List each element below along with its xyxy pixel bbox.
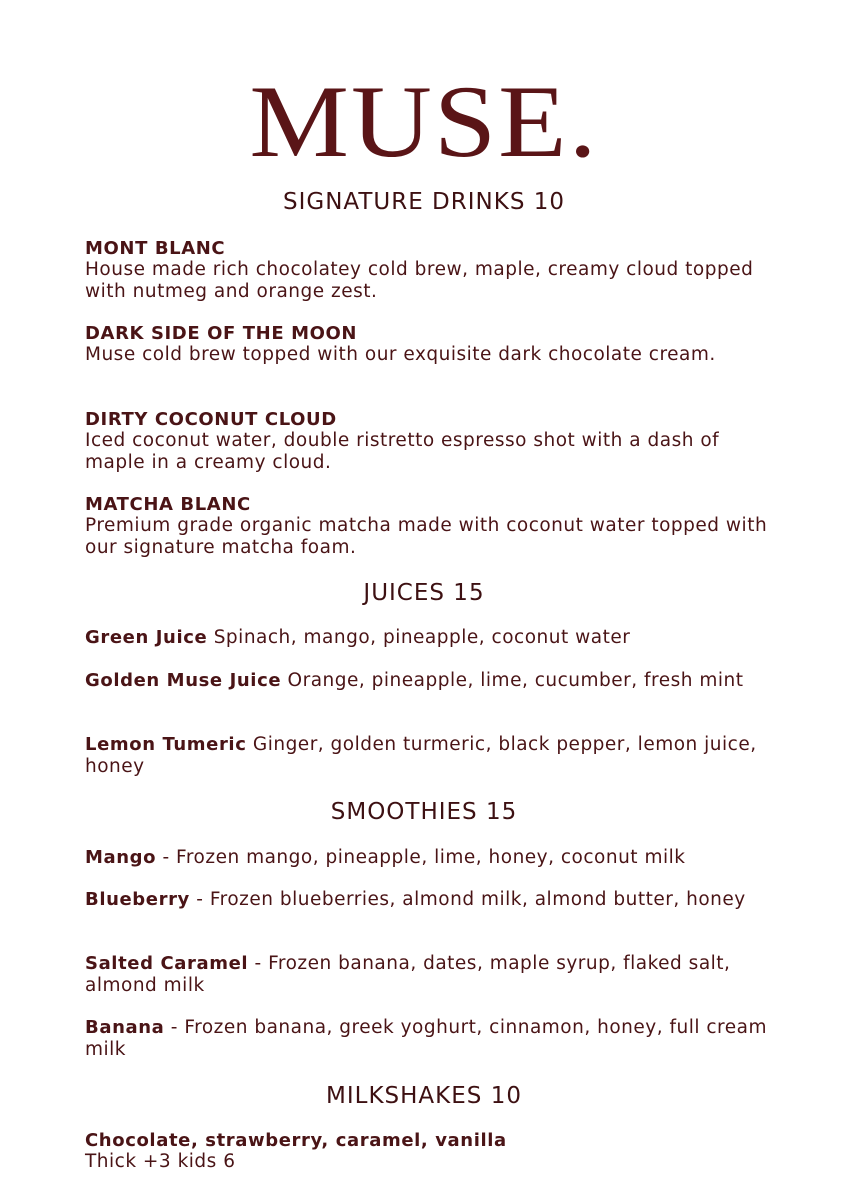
item-description: Ginger, golden turmeric, black pepper, lemon juice, honey <box>85 734 757 777</box>
menu-item <box>85 409 775 473</box>
item-name: Golden Muse Juice <box>85 670 282 691</box>
item-name: Salted Caramel <box>85 953 249 974</box>
item-name: Mango <box>85 847 157 868</box>
menu-item <box>85 847 775 869</box>
menu-item <box>85 953 775 996</box>
item-name: DIRTY COCONUT CLOUD <box>85 409 337 430</box>
menu-item <box>85 494 775 558</box>
item-description: House made rich chocolatey cold brew, maple, creamy cloud topped with nutmeg and orange zest. <box>85 259 754 302</box>
item-description: - Frozen banana, greek yoghurt, cinnamon, honey, full cream milk <box>85 1017 767 1060</box>
item-description: - Frozen blueberries, almond milk, almond butter, honey <box>189 889 746 910</box>
menu-item <box>85 238 775 302</box>
menu-item <box>85 670 775 692</box>
item-description: Orange, pineapple, lime, cucumber, fresh mint <box>281 670 744 691</box>
menu-item <box>85 889 775 911</box>
item-name: Banana <box>85 1017 165 1038</box>
menu-item <box>85 627 775 649</box>
item-name: DARK SIDE OF THE MOON <box>85 323 358 344</box>
item-name: Lemon Tumeric <box>85 734 247 755</box>
item-name: Blueberry <box>85 889 190 910</box>
item-name: Green Juice <box>85 627 208 648</box>
item-description: - Frozen banana, dates, maple syrup, flaked salt, almond milk <box>85 953 731 996</box>
item-description: - Frozen mango, pineapple, lime, honey, coconut milk <box>156 847 686 868</box>
section-heading-smoothies: SMOOTHIES 15 <box>330 799 518 825</box>
item-description: Muse cold brew topped with our exquisite dark chocolate cream. <box>85 344 716 365</box>
item-name: Chocolate, strawberry, caramel, vanilla <box>85 1130 507 1151</box>
menu-item <box>85 1017 775 1060</box>
section-heading-signature: SIGNATURE DRINKS 10 <box>282 189 565 215</box>
item-description: Iced coconut water, double ristretto espresso shot with a dash of maple in a creamy cloud. <box>85 430 720 473</box>
item-name: MONT BLANC <box>85 238 226 259</box>
item-description: Thick +3 kids 6 <box>85 1151 236 1172</box>
menu-item <box>85 323 775 366</box>
item-description: Premium grade organic matcha made with coconut water topped with our signature matcha foam. <box>85 515 768 558</box>
item-description: Spinach, mango, pineapple, coconut water <box>207 627 631 648</box>
item-name: MATCHA BLANC <box>85 494 251 515</box>
section-heading-milkshakes: MILKSHAKES 10 <box>326 1083 522 1109</box>
menu-item <box>85 1130 775 1173</box>
brand-logo: MUSE. <box>249 64 599 180</box>
section-heading-juices: JUICES 15 <box>363 580 485 606</box>
menu-item <box>85 734 775 777</box>
